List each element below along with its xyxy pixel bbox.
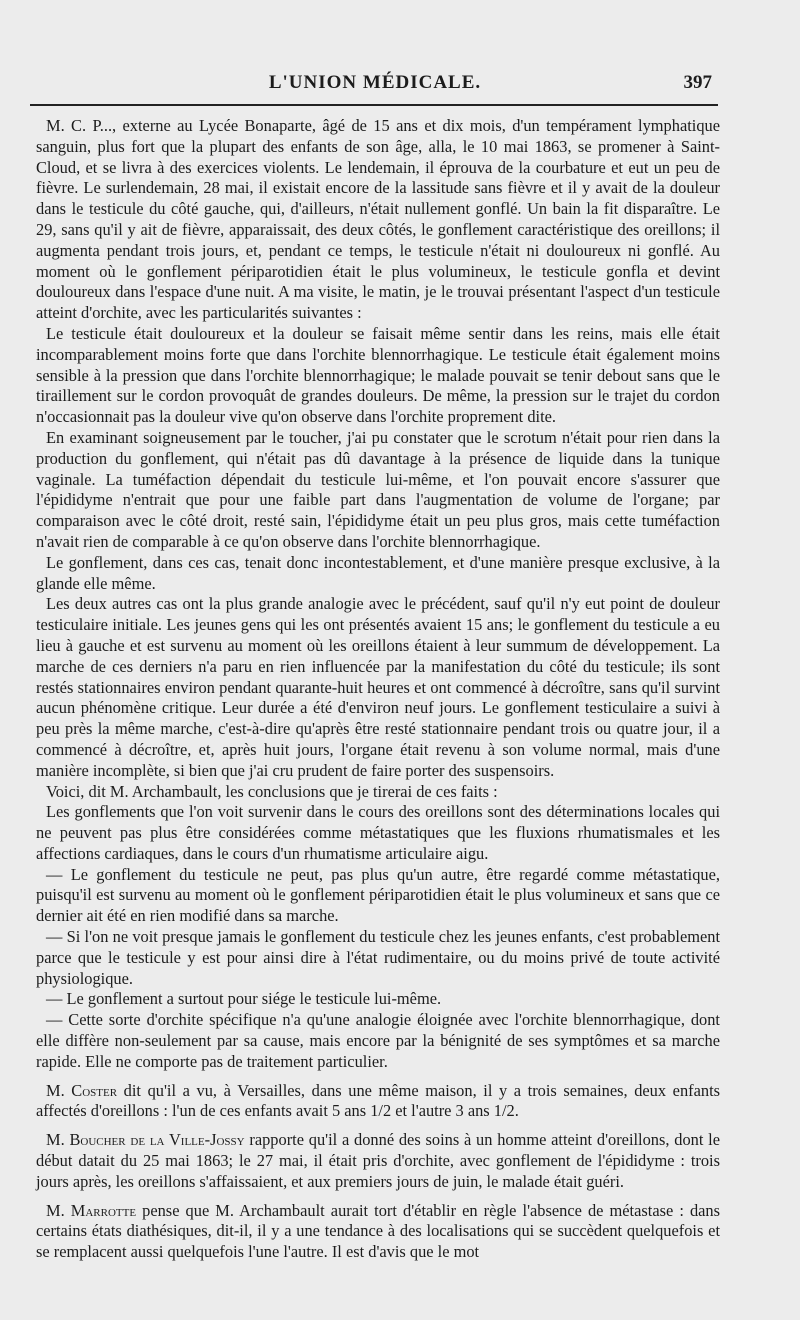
paragraph: — Cette sorte d'orchite spécifique n'a qu'une analogie éloignée avec l'orchite blennorrhagique, dont elle diffère non-seulement par sa cause, mais encore par la bénignité de ses symptômes et sa marche rapide. Elle ne comporte pas de traitement particulier.	[36, 1010, 720, 1071]
paragraph: — Si l'on ne voit presque jamais le gonflement du testicule chez les jeunes enfants, c'est probablement parce que le testicule y est pour ainsi dire à l'état rudimentaire, ou du moins privé de toute activité physiologique.	[36, 927, 720, 988]
paragraph: M. Marrotte pense que M. Archambault aurait tort d'établir en règle l'absence de métastase : dans certains états diathésiques, dit-il, il y a une tendance à des localisations qui se succèdent quelquefois et se remplacent aussi quelquefois l'une l'autre. Il est d'avis que le mot	[36, 1200, 721, 1262]
paragraph: Les deux autres cas ont la plus grande analogie avec le précédent, sauf qu'il n'y eut point de douleur testiculaire initiale. Les jeunes gens qui les ont présentés avaient 15 ans; le gonflement du testicule a eu lieu à gauche et est survenu au moment où les oreillons étaient à leur summum de développement. La marche de ces derniers n'a paru en rien influencée par la manifestation du côté du testicule; ils sont restés stationnaires environ pendant quarante-huit heures et ont commencé à décroître, sans qu'il survint aucun phénomène critique. Leur durée a été d'environ neuf jours. Le gonflement testiculaire a suivi à peu près la même marche, c'est-à-dire qu'après être resté stationnaire pendant trois ou quatre jour, il a commencé à décroître, et, après huit jours, l'organe était revenu à son volume normal, mais d'une manière incomplète, si bien que j'ai cru prudent de faire porter des suspensoirs.	[36, 594, 720, 780]
body-text	[36, 116, 720, 1263]
paragraph: M. Boucher de la Ville-Jossy rapporte qu'il a donné des soins à un homme atteint d'oreillons, dont le début datait du 25 mai 1863; le 27 mai, il était pris d'orchite, avec gonflement de l'épididyme : trois jours après, les oreillons s'affaissaient, et aux premiers jours de juin, le malade était guéri.	[36, 1130, 720, 1191]
paragraph: M. Coster dit qu'il a vu, à Versailles, dans une même maison, il y a trois semaines, deux enfants affectés d'oreillons : l'un de ces enfants avait 5 ans 1/2 et l'autre 3 ans 1/2.	[36, 1080, 721, 1121]
paragraph: Le gonflement, dans ces cas, tenait donc incontestablement, et d'une manière presque exclusive, à la glande elle même.	[36, 552, 720, 593]
page-header	[30, 72, 720, 102]
paragraph: Voici, dit M. Archambault, les conclusions que je tirerai de ces faits :	[46, 781, 498, 801]
paragraph: Les gonflements que l'on voit survenir dans le cours des oreillons sont des déterminations locales qui ne peuvent pas plus être considérées comme métastatiques que les fluxions rhumatismales et les affections cardiaques, dans le cours d'un rhumatisme articulaire aigu.	[36, 802, 720, 863]
paragraph: — Le gonflement a surtout pour siége le testicule lui-même.	[46, 989, 442, 1009]
paragraph: Le testicule était douloureux et la douleur se faisait même sentir dans les reins, mais elle était incomparablement moins forte que dans l'orchite blennorrhagique. Le testicule était également moins sensible à la pression que dans l'orchite blennorrhagique; le malade pouvait se tenir debout sans que le tiraillement sur le cordon provoquât de grandes douleurs. De même, la pression sur le trajet du cordon n'occasionnait pas la douleur vive qu'on observe dans l'orchite proprement dite.	[36, 323, 720, 427]
page-number: 397	[683, 72, 712, 93]
paragraph: M. C. P..., externe au Lycée Bonaparte, âgé de 15 ans et dix mois, d'un tempérament lymphatique sanguin, plus fort que la plupart des enfants de son âge, alla, le 10 mai 1863, se promener à Saint-Cloud, et se livra à des exercices violents. Le lendemain, il éprouva de la courbature et eut un peu de fièvre. Le surlendemain, 28 mai, il existait encore de la lassitude sans fièvre et il y avait de la douleur dans le testicule du côté gauche, qui, d'ailleurs, n'était nullement gonflé. Un bain la fit disparaître. Le 29, sans qu'il y ait de fièvre, apparaissait, des deux côtés, le gonflement caractéristique des oreillons; il augmenta pendant trois jours, et, pendant ce temps, le testicule n'était ni douloureux ni gonflé. Au moment où le gonflement périparotidien était le plus volumineux, le testicule gonfla et devint douloureux dans l'espace d'une nuit. A ma visite, le matin, je le trouvai présentant l'aspect d'un testicule atteint d'orchite, avec les particularités suivantes :	[36, 116, 720, 323]
paragraph: — Le gonflement du testicule ne peut, pas plus qu'un autre, être regardé comme métastatique, puisqu'il est survenu au moment où le gonflement périparotidien était le plus volumineux et sans que ce dernier ait été en rien modifié dans sa marche.	[36, 864, 720, 926]
paragraph: En examinant soigneusement par le toucher, j'ai pu constater que le scrotum n'était pour rien dans la production du gonflement, qui n'était pas dû davantage à la présence de liquide dans la tunique vaginale. La tuméfaction dépendait du testicule lui-même, et l'on pouvait encore s'assurer que l'épididyme n'entrait que pour une faible part dans l'augmentation de volume de l'organe; par comparaison avec le côté droit, resté sain, l'épididyme était un peu plus gros, mais cette tuméfaction n'avait rien de comparable à ce qu'on observe dans l'orchite blennorrhagique.	[36, 427, 720, 551]
speaker-name: M. Boucher de la Ville-Jossy	[46, 1130, 245, 1150]
running-title: L'UNION MÉDICALE.	[268, 72, 482, 93]
header-rule	[30, 104, 718, 106]
speaker-name: M. Marrotte	[46, 1200, 137, 1220]
speaker-name: M. Coster	[46, 1080, 118, 1100]
